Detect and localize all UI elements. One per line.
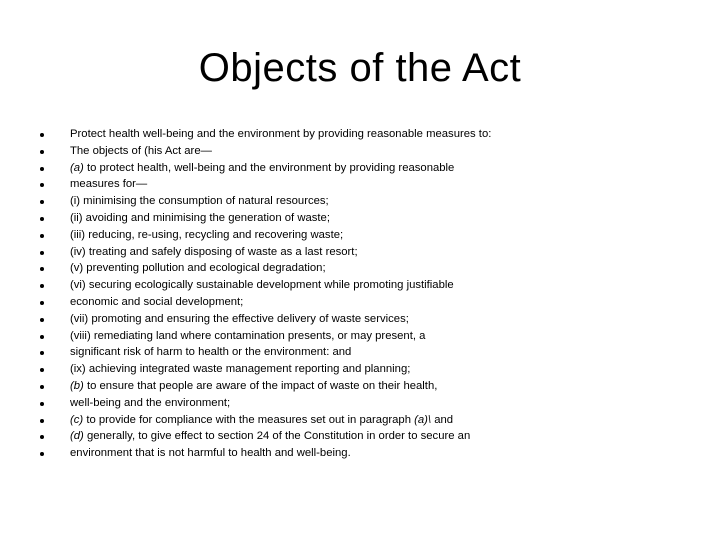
bullet-dot-icon: [40, 318, 44, 322]
bullet-dot-icon: [40, 301, 44, 305]
bullet-text: [70, 277, 454, 294]
bullet-text: [70, 176, 147, 193]
bullet-line: (ii) avoiding and minimising the generation of waste;: [70, 211, 330, 224]
bullet-line: economic and social development;: [70, 295, 244, 308]
bullet-dot-icon: [40, 452, 44, 456]
bullet-line: environment that is not harmful to health and well-being.: [70, 447, 351, 460]
bullet-text: [70, 311, 409, 328]
bullet-dot-icon: [40, 133, 44, 137]
bullet-text: [70, 244, 358, 261]
bullet-dot-icon: [40, 435, 44, 439]
list-item: [40, 143, 680, 160]
bullet-text: [70, 160, 454, 177]
bullet-dot-icon: [40, 419, 44, 423]
bullet-dot-icon: [40, 368, 44, 372]
list-item: [40, 244, 680, 261]
list-item: [40, 277, 680, 294]
bullet-dot-icon: [40, 385, 44, 389]
bullet-text: [70, 395, 230, 412]
bullet-dot-icon: [40, 200, 44, 204]
bullet-line: (vii) promoting and ensuring the effective delivery of waste services;: [70, 312, 409, 325]
bullet-dot-icon: [40, 217, 44, 221]
bullet-text: [70, 193, 329, 210]
bullet-line: (iii) reducing, re-using, recycling and recovering waste;: [70, 228, 344, 241]
bullet-text: [70, 344, 351, 361]
bullet-text: [70, 445, 351, 462]
bullet-line: The objects of (his Act are—: [70, 144, 212, 157]
bullet-dot-icon: [40, 267, 44, 271]
bullet-line: generally, to give effect to section 24 of the Constitution in order to secure an: [83, 430, 471, 443]
list-item: [40, 445, 680, 462]
bullet-text: [70, 260, 326, 277]
paragraph-reference: (a)\: [414, 413, 432, 426]
list-item: [40, 428, 680, 445]
bullet-line: (vi) securing ecologically sustainable development while promoting justifiable: [70, 279, 454, 292]
bullet-dot-icon: [40, 234, 44, 238]
list-item: [40, 311, 680, 328]
bullet-text: [70, 126, 491, 143]
bullet-line: to protect health, well-being and the environment by providing reasonable: [83, 161, 455, 174]
list-item: [40, 378, 680, 395]
bullet-text: [70, 227, 343, 244]
bullet-dot-icon: [40, 284, 44, 288]
list-item: [40, 344, 680, 361]
bullet-text: [70, 210, 330, 227]
bullet-line: to provide for compliance with the measures set out in paragraph: [83, 413, 415, 426]
bullet-dot-icon: [40, 251, 44, 255]
paragraph-marker: (d): [70, 430, 84, 443]
list-item: [40, 260, 680, 277]
bullet-line: (ix) achieving integrated waste management reporting and planning;: [70, 363, 411, 376]
list-item: [40, 294, 680, 311]
bullet-line: measures for—: [70, 178, 148, 191]
list-item: [40, 412, 680, 429]
bullet-text: [70, 361, 410, 378]
bullet-line: (v) preventing pollution and ecological degradation;: [70, 262, 326, 275]
paragraph-marker: (a): [70, 161, 84, 174]
list-item: [40, 193, 680, 210]
list-item: [40, 126, 680, 143]
list-item: [40, 160, 680, 177]
bullet-line: to ensure that people are aware of the impact of waste on their health,: [83, 379, 438, 392]
bullet-list: [40, 126, 680, 462]
paragraph-marker: (c): [70, 413, 84, 426]
slide-title: Objects of the Act: [198, 46, 522, 90]
bullet-line: well-being and the environment;: [70, 396, 231, 409]
bullet-text: [70, 428, 470, 445]
list-item: [40, 361, 680, 378]
list-item: [40, 210, 680, 227]
bullet-dot-icon: [40, 167, 44, 171]
bullet-text: [70, 328, 425, 345]
bullet-text: [70, 143, 212, 160]
list-item: [40, 395, 680, 412]
bullet-dot-icon: [40, 150, 44, 154]
bullet-line: Protect health well-being and the environment by providing reasonable measures to:: [70, 128, 492, 140]
bullet-line-tail: and: [431, 413, 454, 426]
list-item: [40, 328, 680, 345]
bullet-line: (viii) remediating land where contamination presents, or may present, a: [70, 329, 426, 342]
bullet-dot-icon: [40, 402, 44, 406]
bullet-dot-icon: [40, 335, 44, 339]
list-item: [40, 176, 680, 193]
list-item: [40, 227, 680, 244]
bullet-text: [70, 294, 243, 311]
bullet-line: (iv) treating and safely disposing of waste as a last resort;: [70, 245, 358, 258]
bullet-dot-icon: [40, 351, 44, 355]
paragraph-marker: (b): [70, 379, 84, 392]
bullet-line: (i) minimising the consumption of natural resources;: [70, 195, 329, 208]
bullet-dot-icon: [40, 183, 44, 187]
bullet-text: [70, 412, 453, 429]
bullet-text: [70, 378, 437, 395]
bullet-line: significant risk of harm to health or the environment: and: [70, 346, 352, 359]
